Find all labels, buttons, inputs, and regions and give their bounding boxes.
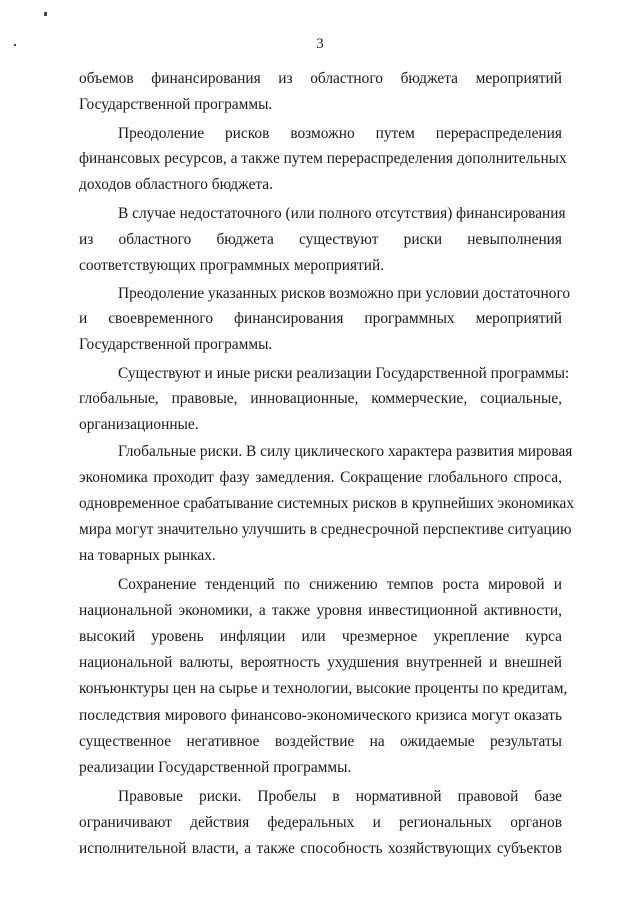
text-line: Государственной программы. (79, 336, 273, 353)
text-line: существенное негативное воздействие на ожидаемые результаты (79, 733, 562, 750)
text-line: реализации Государственной программы. (79, 759, 352, 776)
text-line: исполнительной власти, а также способность хозяйствующих субъектов (79, 840, 562, 857)
text-line: финансовых ресурсов, а также путем перераспределения дополнительных (79, 150, 567, 167)
text-line: доходов областного бюджета. (79, 176, 273, 193)
text-line: Правовые риски. Пробелы в нормативной правовой базе (118, 788, 562, 805)
text-line: Существуют и иные риски реализации Государственной программы: (118, 365, 570, 382)
text-line: Преодоление рисков возможно путем перераспределения (118, 125, 562, 142)
scan-mark (44, 12, 47, 16)
text-line: на товарных рынках. (79, 547, 216, 564)
text-line: национальной валюты, вероятность ухудшения внутренней и внешней (79, 654, 562, 671)
text-line: Сохранение тенденций по снижению темпов роста мировой и (118, 576, 562, 593)
text-line: экономика проходит фазу замедления. Сокращение глобального спроса, (79, 469, 562, 486)
text-line: мира могут значительно улучшить в среднесрочной перспективе ситуацию (79, 521, 572, 538)
text-line: объемов финансирования из областного бюджета мероприятий (79, 70, 562, 87)
page-number: 3 (316, 36, 324, 52)
text-line: и своевременного финансирования программных мероприятий (79, 310, 562, 327)
text-line: Государственной программы. (79, 96, 273, 113)
text-line: конъюнктуры цен на сырье и технологии, высокие проценты по кредитам, (79, 680, 568, 697)
text-line: Глобальные риски. В силу циклического характера развития мировая (118, 443, 573, 460)
text-line: последствия мирового финансово-экономического кризиса могут оказать (79, 707, 562, 724)
text-line: В случае недостаточного (или полного отсутствия) финансирования (118, 205, 566, 222)
text-line: национальной экономики, а также уровня инвестиционной активности, (79, 602, 562, 619)
text-line: ограничивают действия федеральных и региональных органов (79, 814, 562, 831)
text-line: глобальные, правовые, инновационные, коммерческие, социальные, (79, 390, 562, 407)
text-line: одновременное срабатывание системных рисков в крупнейших экономиках (79, 495, 575, 512)
text-line: организационные. (79, 416, 199, 433)
text-line: соответствующих программных мероприятий. (79, 257, 385, 274)
text-line: из областного бюджета существуют риски невыполнения (79, 231, 562, 248)
text-line: Преодоление указанных рисков возможно при условии достаточного (118, 285, 571, 302)
text-line: высокий уровень инфляции или чрезмерное укрепление курса (79, 628, 562, 645)
